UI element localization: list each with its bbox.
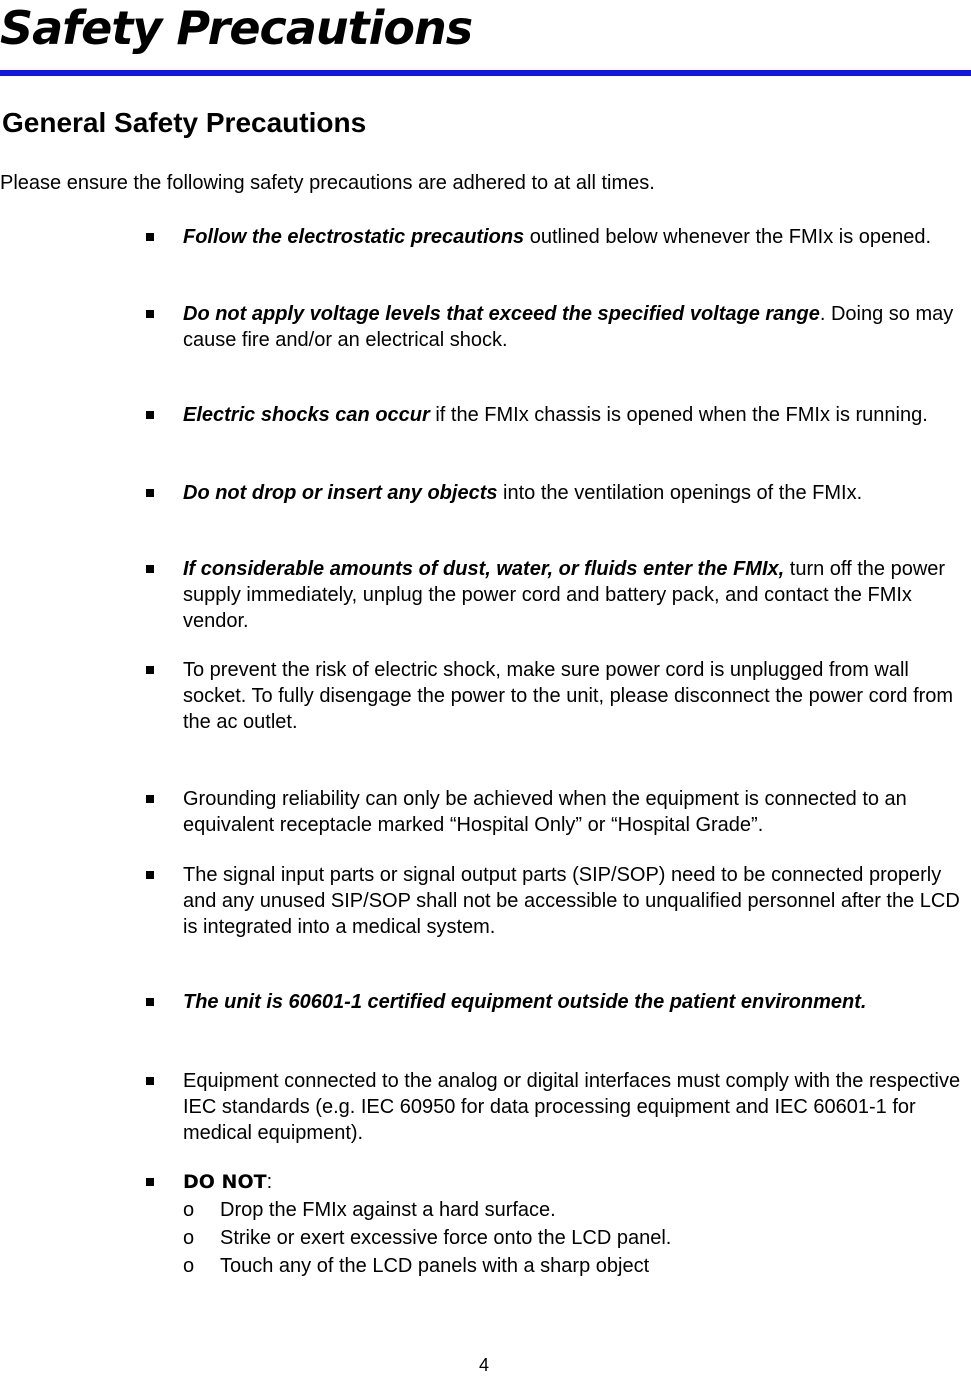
bullet-item-certified bbox=[146, 989, 968, 1015]
bullet-item-power-cord bbox=[146, 657, 968, 735]
square-bullet-icon bbox=[146, 489, 154, 497]
item-text: if the FMIx chassis is opened when the FMIx is running. bbox=[429, 404, 928, 426]
bullet-item-voltage bbox=[146, 301, 968, 353]
item-text: The signal input parts or signal output parts (SIP/SOP) need to be connected properly and any unused SIP/SOP shall not be accessible to unqualified personnel after the LCD is integrated into a medical system. bbox=[183, 864, 960, 938]
bullet-item-do-not bbox=[146, 1169, 968, 1280]
item-text: . Doing so may cause fire and/or an electrical shock. bbox=[183, 303, 954, 351]
page-title: Safety Precautions bbox=[0, 1, 473, 55]
square-bullet-icon bbox=[146, 998, 154, 1006]
square-bullet-icon bbox=[146, 871, 154, 879]
square-bullet-icon bbox=[146, 666, 154, 674]
square-bullet-icon bbox=[146, 1178, 154, 1186]
item-emphasis: The unit is 60601-1 certified equipment outside the patient environment. bbox=[183, 991, 867, 1013]
sub-list-item bbox=[183, 1224, 968, 1252]
item-text: into the ventilation openings of the FMIx. bbox=[497, 482, 863, 504]
square-bullet-icon bbox=[146, 310, 154, 318]
item-text: outlined below whenever the FMIx is opened. bbox=[524, 226, 932, 248]
square-bullet-icon bbox=[146, 233, 154, 241]
sub-item-text: Touch any of the LCD panels with a sharp object bbox=[220, 1255, 650, 1277]
bullet-item-electric-shock bbox=[146, 402, 968, 428]
circle-bullet-icon: o bbox=[183, 1199, 195, 1221]
page-number: 4 bbox=[479, 1355, 490, 1375]
circle-bullet-icon: o bbox=[183, 1255, 195, 1277]
intro-paragraph: Please ensure the following safety precautions are adhered to at all times. bbox=[0, 172, 655, 194]
bullet-item-grounding bbox=[146, 786, 968, 838]
item-emphasis: If considerable amounts of dust, water, or fluids enter the FMIx, bbox=[183, 558, 785, 580]
item-emphasis: Do not drop or insert any objects bbox=[183, 482, 498, 504]
bullet-item-objects bbox=[146, 480, 968, 506]
circle-bullet-icon: o bbox=[183, 1227, 195, 1249]
do-not-label: DO NOT bbox=[183, 1171, 267, 1193]
bullet-item-sip-sop bbox=[146, 862, 968, 940]
item-text: Equipment connected to the analog or digital interfaces must comply with the respective IEC standards (e.g. IEC 60950 for data processing equipment and IEC 60601-1 for medical equipment). bbox=[183, 1070, 961, 1144]
title-rule bbox=[0, 70, 971, 76]
square-bullet-icon bbox=[146, 795, 154, 803]
sub-item-text: Drop the FMIx against a hard surface. bbox=[220, 1199, 556, 1221]
item-text: turn off the power supply immediately, unplug the power cord and battery pack, and contact the FMIx vendor. bbox=[183, 558, 946, 632]
section-heading: General Safety Precautions bbox=[2, 107, 367, 138]
square-bullet-icon bbox=[146, 1077, 154, 1085]
bullet-item-iec-standards bbox=[146, 1068, 968, 1146]
do-not-sublist bbox=[183, 1196, 968, 1280]
bullet-item-electrostatic bbox=[146, 224, 968, 250]
square-bullet-icon bbox=[146, 565, 154, 573]
item-emphasis: Do not apply voltage levels that exceed the specified voltage range bbox=[183, 303, 820, 325]
bullet-item-fluids bbox=[146, 556, 968, 634]
sub-list-item bbox=[183, 1252, 968, 1280]
item-text: To prevent the risk of electric shock, make sure power cord is unplugged from wall socket. To fully disengage the power to the unit, please disconnect the power cord from the ac outlet. bbox=[183, 659, 954, 733]
item-emphasis: Follow the electrostatic precautions bbox=[183, 226, 525, 248]
item-emphasis: Electric shocks can occur bbox=[183, 404, 430, 426]
do-not-colon: : bbox=[266, 1171, 273, 1193]
item-text: Grounding reliability can only be achieved when the equipment is connected to an equivalent receptacle marked “Hospital Only” or “Hospital Grade”. bbox=[183, 788, 907, 836]
square-bullet-icon bbox=[146, 411, 154, 419]
sub-list-item bbox=[183, 1196, 968, 1224]
sub-item-text: Strike or exert excessive force onto the LCD panel. bbox=[220, 1227, 672, 1249]
